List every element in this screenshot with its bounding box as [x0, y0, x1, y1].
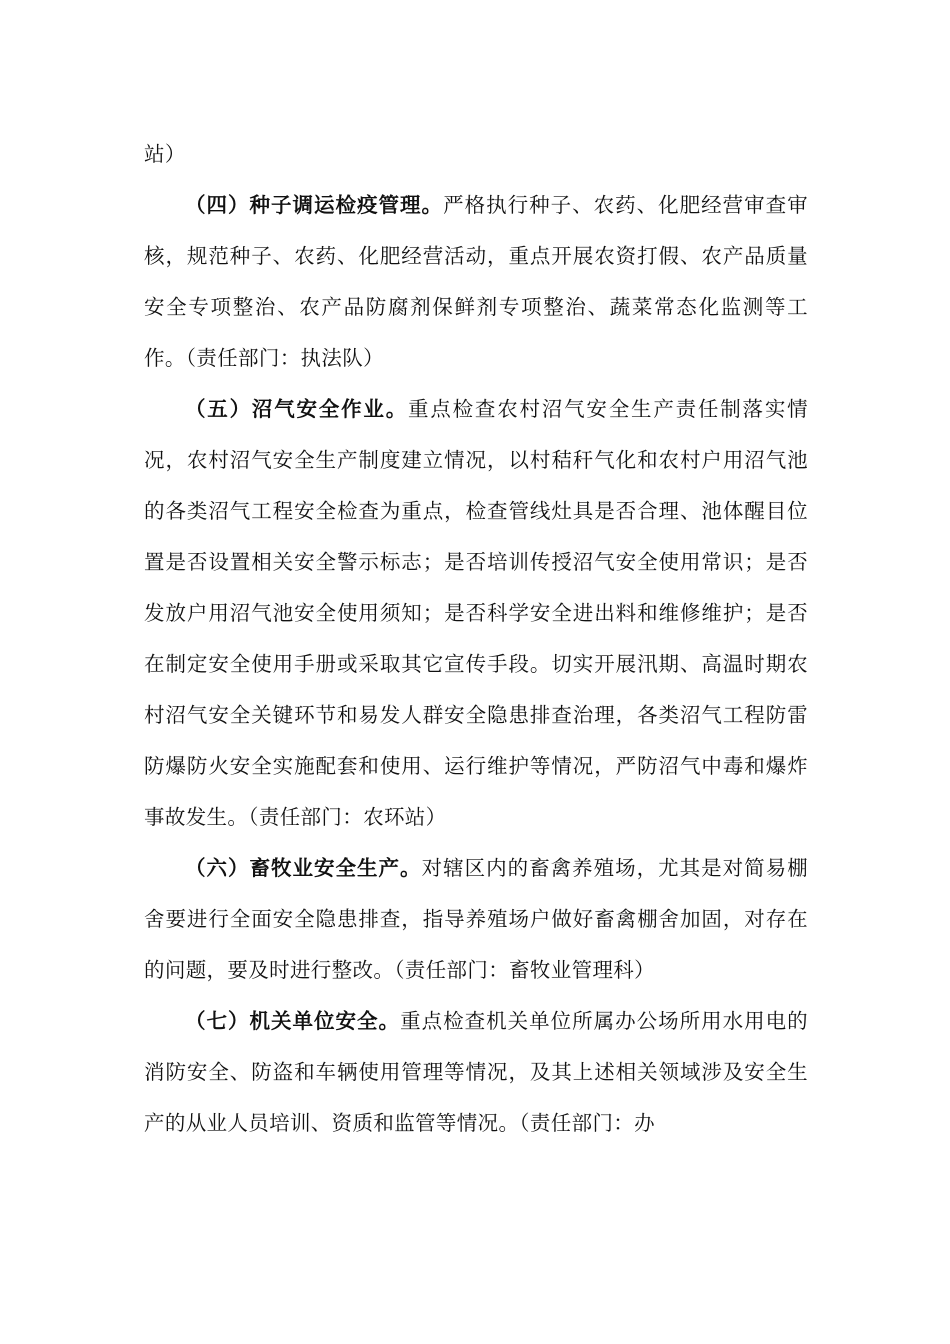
section-heading: （五）沼气安全作业。 [185, 397, 409, 421]
paragraph-text: 重点检查机关单位所属办公场所用水用电的消防安全、防盗和车辆使用管理等情况，及其上述相关领域涉及安全生产的从业人员培训、资质和监管等情况。（责任部门：办 [144, 1009, 809, 1135]
paragraph-text: 对辖区内的畜禽养殖场，尤其是对简易棚舍要进行全面安全隐患排查，指导养殖场户做好畜禽棚舍加固，对存在的问题，要及时进行整改。（责任部门：畜牧业管理科） [144, 856, 808, 982]
section-heading: （四）种子调运检疫管理。 [185, 193, 444, 217]
paragraph-section-5 [144, 384, 808, 843]
paragraph-section-7 [144, 996, 808, 1149]
paragraph-text: 严格执行种子、农药、化肥经营审查审核，规范种子、农药、化肥经营活动，重点开展农资打假、农产品质量安全专项整治、农产品防腐剂保鲜剂专项整治、蔬菜常态化监测等工作。（责任部门：执法队） [144, 193, 808, 370]
paragraph-section-6 [144, 843, 808, 996]
section-heading: （七）机关单位安全。 [185, 1009, 401, 1033]
document-page [144, 129, 808, 1149]
paragraph-text: 站） [144, 142, 186, 166]
paragraph-section-4 [144, 180, 808, 384]
paragraph-continuation [144, 129, 808, 180]
paragraph-text: 重点检查农村沼气安全生产责任制落实情况，农村沼气安全生产制度建立情况，以村秸秆气化和农村户用沼气池的各类沼气工程安全检查为重点，检查管线灶具是否合理、池体醒目位置是否设置相关安全警示标志；是否培训传授沼气安全使用常识；是否发放户用沼气池安全使用须知；是否科学安全进出料和维修维护；是否在制定安全使用手册或采取其它宣传手段。切实开展汛期、高温时期农村沼气安全关键环节和易发人群安全隐患排查治理，各类沼气工程防雷防爆防火安全实施配套和使用、运行维护等情况，严防沼气中毒和爆炸事故发生。（责任部门：农环站） [144, 397, 808, 829]
section-heading: （六）畜牧业安全生产。 [185, 856, 422, 880]
